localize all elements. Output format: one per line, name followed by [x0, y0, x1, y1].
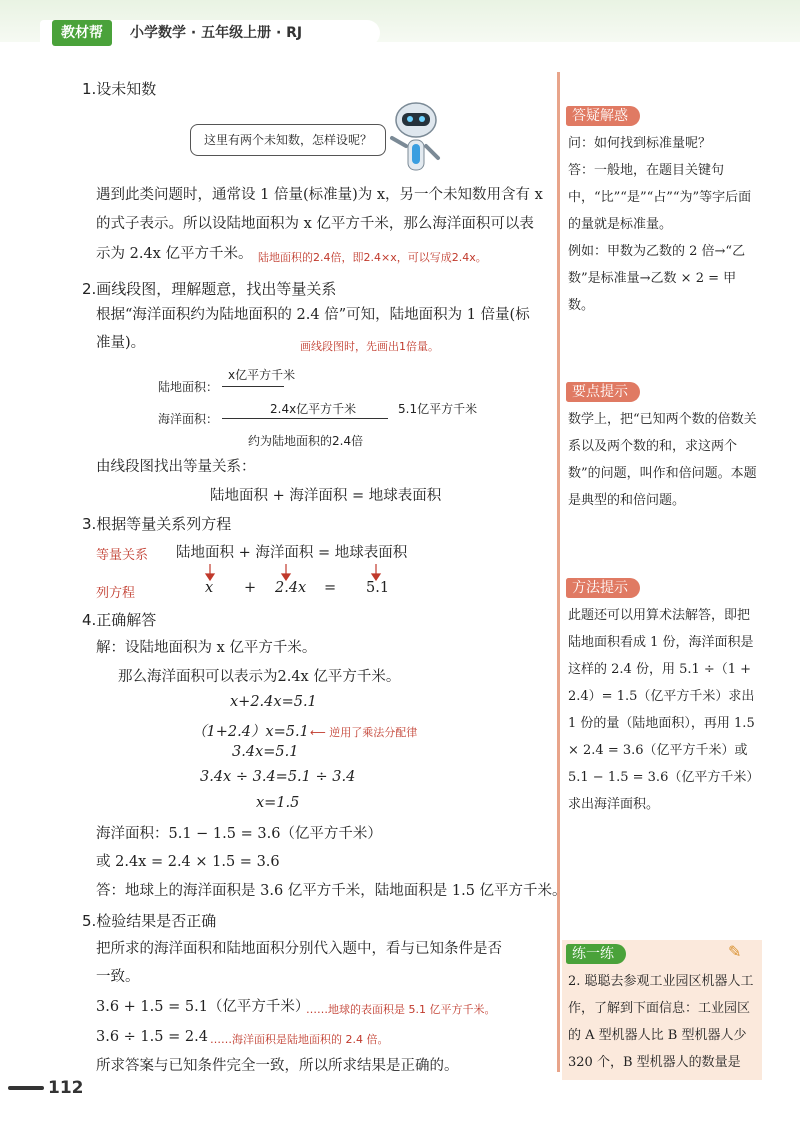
- diagram-total: 5.1亿平方千米: [398, 402, 478, 416]
- sidebar-label-practice: 练一练: [566, 944, 626, 964]
- section-5-para-2: 一致。: [96, 969, 140, 985]
- term-5-1: 5.1: [366, 580, 390, 596]
- header-badge: 教材帮: [52, 20, 112, 46]
- section-5-para-1: 把所求的海洋面积和陆地面积分别代入题中，看与已知条件是否: [96, 941, 502, 957]
- term-plus: +: [244, 580, 257, 596]
- section-4-para-2: 那么海洋面积可以表示为2.4x 亿平方千米。: [118, 669, 401, 685]
- section-1-note: 陆地面积的2.4倍，即2.4×x，可以写成2.4x。: [258, 251, 487, 264]
- sidebar-method-text: 此题还可以用算术法解答，即把陆地面积看成 1 份，海洋面积是这样的 2.4 份，用 5.1 ÷（1 + 2.4）= 1.5（亿平方千米）求出 1 份的量（陆地面积），再用 1.5 × 2.4 = 3.6（亿平方千米）或 5.1 − 1.5 = 3.6（亿平方千米）求出海洋面积。: [568, 608, 760, 812]
- solve-note: ⟵ 逆用了乘法分配律: [310, 726, 418, 739]
- term-equals: =: [324, 580, 337, 596]
- sidebar-qa-line-2: 答：一般地，在题目关键句中，“比”“是”“占”“为”等字后面的量就是标准量。: [568, 163, 752, 232]
- term-2-4x: 2.4x: [275, 580, 307, 596]
- answer-line: 答：地球上的海洋面积是 3.6 亿平方千米，陆地面积是 1.5 亿平方千米。: [96, 883, 567, 899]
- solve-step-2: （1+2.4）x=5.1: [192, 724, 309, 740]
- section-4-title: 4.正确解答: [82, 611, 157, 629]
- sidebar-keypoint-text: 数学上，把“已知两个数的倍数关系以及两个数的和，求这两个数”的问题，叫作和倍问题。本题是典型的和倍问题。: [568, 412, 757, 508]
- solve-step-3: 3.4x=5.1: [232, 744, 299, 760]
- diagram-ocean-label: 海洋面积：: [158, 412, 219, 426]
- section-5-title: 5.检验结果是否正确: [82, 912, 217, 930]
- page-number-bar: [8, 1086, 44, 1090]
- check-line-1: 3.6 + 1.5 = 5.1（亿平方千米）: [96, 999, 310, 1015]
- section-1-para-2: 的式子表示。所以设陆地面积为 x 亿平方千米，那么海洋面积可以表: [96, 216, 534, 232]
- robot-icon: [386, 96, 452, 184]
- section-2-para-3: 由线段图找出等量关系：: [96, 459, 256, 475]
- sidebar-label-method: 方法提示: [566, 578, 640, 598]
- section-3-relation: 陆地面积 + 海洋面积 = 地球表面积: [176, 545, 408, 561]
- section-2-para-1: 根据“海洋面积约为陆地面积的 2.4 倍”可知，陆地面积为 1 倍量(标: [96, 307, 530, 323]
- section-5-conclusion: 所求答案与已知条件完全一致，所以所求结果是正确的。: [96, 1058, 459, 1074]
- section-1-title: 1.设未知数: [82, 80, 157, 98]
- sidebar-qa-text: [568, 130, 760, 319]
- diagram-land-label: 陆地面积：: [158, 380, 219, 394]
- check-note-1: ……地球的表面积是 5.1 亿平方千米。: [306, 1003, 496, 1016]
- section-3-tag-relation: 等量关系: [96, 548, 149, 563]
- solve-step-4: 3.4x ÷ 3.4=5.1 ÷ 3.4: [200, 769, 356, 785]
- solve-step-1: x+2.4x=5.1: [230, 694, 317, 710]
- section-2-para-2: 准量)。: [96, 335, 146, 351]
- section-2-note: 画线段图时，先画出1倍量。: [300, 340, 439, 353]
- ocean-bar: [222, 418, 388, 419]
- term-x: x: [205, 580, 214, 596]
- check-note-2: ……海洋面积是陆地面积的 2.4 倍。: [210, 1033, 389, 1046]
- sidebar-label-qa: 答疑解惑: [566, 106, 640, 126]
- check-line-2: 3.6 ÷ 1.5 = 2.4: [96, 1029, 208, 1045]
- sidebar-qa-line-3: 例如：甲数为乙数的 2 倍→“乙数”是标准量→乙数 × 2 = 甲数。: [568, 244, 746, 313]
- ocean-area-result: 海洋面积：5.1 − 1.5 = 3.6（亿平方千米）: [96, 826, 382, 842]
- section-2-relation: 陆地面积 + 海洋面积 = 地球表面积: [210, 488, 442, 504]
- page-number: 112: [48, 1078, 84, 1098]
- sidebar-label-keypoint: 要点提示: [566, 382, 640, 402]
- pencil-icon: ✎: [728, 942, 742, 961]
- sidebar-qa-line-1: 问：如何找到标准量呢？: [568, 136, 712, 151]
- section-1-para-1: 遇到此类问题时，通常设 1 倍量(标准量)为 x，另一个未知数用含有 x: [96, 187, 543, 203]
- land-bar: [222, 386, 284, 387]
- diagram-land-top: x亿平方千米: [228, 368, 296, 382]
- section-1-para-3: 示为 2.4x 亿平方千米。: [96, 246, 253, 262]
- diagram-ocean-top: 2.4x亿平方千米: [270, 402, 357, 416]
- ocean-area-alt: 或 2.4x = 2.4 × 1.5 = 3.6: [96, 854, 280, 870]
- section-4-para-1: 解：设陆地面积为 x 亿平方千米。: [96, 640, 317, 656]
- solve-step-5: x=1.5: [256, 795, 300, 811]
- diagram-bottom: 约为陆地面积的2.4倍: [248, 434, 364, 448]
- header-title: 小学数学 · 五年级上册 · RJ: [130, 25, 303, 41]
- section-3-tag-equation: 列方程: [96, 586, 136, 601]
- column-divider: [557, 72, 560, 1072]
- section-3-arrows: [200, 562, 390, 582]
- practice-question: 2. 聪聪去参观工业园区机器人工作，了解到下面信息：工业园区的 A 型机器人比 B 型机器人少 320 个，B 型机器人的数量是: [568, 974, 754, 1070]
- section-3-title: 3.根据等量关系列方程: [82, 515, 232, 533]
- speech-bubble: 这里有两个未知数，怎样设呢？: [190, 124, 386, 156]
- section-2-title: 2.画线段图，理解题意，找出等量关系: [82, 280, 337, 298]
